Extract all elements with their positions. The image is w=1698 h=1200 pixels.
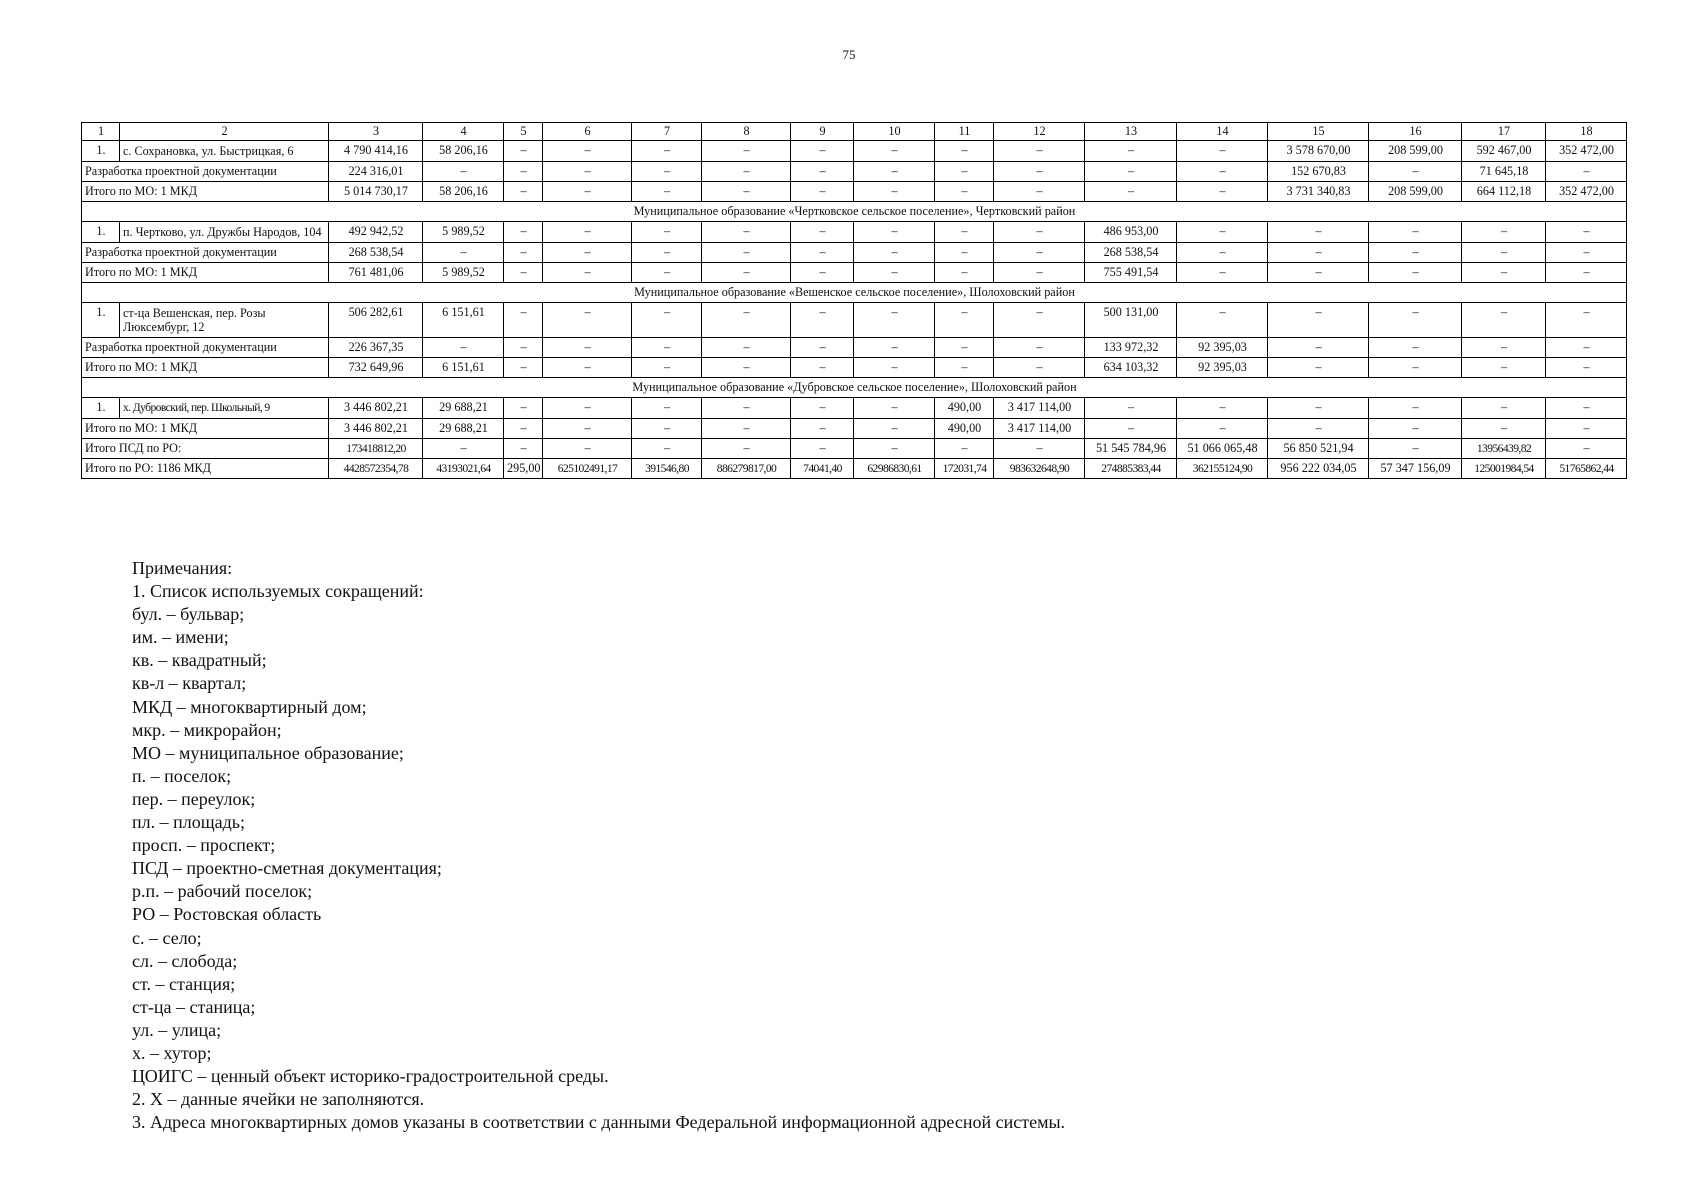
row-label: Итого по МО: 1 МКД — [82, 263, 329, 283]
value-cell: – — [935, 222, 994, 243]
value-cell: – — [791, 303, 854, 338]
note-line: пл. – площадь; — [132, 812, 245, 833]
address-cell: ст-ца Вешенская, пер. Розы Люксембург, 12 — [120, 303, 329, 338]
value-cell: – — [702, 419, 791, 439]
value-cell: – — [1177, 162, 1268, 182]
value-cell: – — [543, 338, 632, 358]
subtotal-row — [82, 419, 1627, 439]
value-cell: 13956439,82 — [1462, 439, 1546, 459]
column-number: 2 — [120, 123, 329, 141]
value-cell: – — [543, 182, 632, 202]
value-cell: – — [1369, 419, 1462, 439]
value-cell: 268 538,54 — [1085, 243, 1177, 263]
table-row — [82, 303, 1627, 338]
note-line: х. – хутор; — [132, 1042, 212, 1063]
value-cell: – — [632, 162, 702, 182]
value-cell: 956 222 034,05 — [1268, 459, 1369, 479]
note-line: с. – село; — [132, 927, 202, 948]
value-cell: 173418812,20 — [329, 439, 423, 459]
column-number: 6 — [543, 123, 632, 141]
value-cell: – — [1369, 439, 1462, 459]
value-cell: 3 731 340,83 — [1268, 182, 1369, 202]
value-cell: – — [1085, 398, 1177, 419]
value-cell: – — [543, 439, 632, 459]
value-cell: 71 645,18 — [1462, 162, 1546, 182]
value-cell: 51765862,44 — [1546, 459, 1627, 479]
note-line: ст-ца – станица; — [132, 996, 256, 1017]
value-cell: – — [854, 398, 935, 419]
value-cell: – — [791, 182, 854, 202]
value-cell: 92 395,03 — [1177, 358, 1268, 378]
column-number: 15 — [1268, 123, 1369, 141]
value-cell: – — [702, 182, 791, 202]
value-cell: – — [1369, 263, 1462, 283]
value-cell: 983632648,90 — [994, 459, 1085, 479]
value-cell: – — [543, 243, 632, 263]
value-cell: 3 446 802,21 — [329, 398, 423, 419]
value-cell: – — [1462, 243, 1546, 263]
value-cell: 3 417 114,00 — [994, 419, 1085, 439]
value-cell: – — [1369, 338, 1462, 358]
page-number: 75 — [842, 47, 856, 62]
value-cell: – — [935, 263, 994, 283]
row-label: Разработка проектной документации — [82, 338, 329, 358]
column-number: 8 — [702, 123, 791, 141]
value-cell: – — [702, 338, 791, 358]
note-line: сл. – слобода; — [132, 950, 238, 971]
value-cell: 3 578 670,00 — [1268, 141, 1369, 162]
value-cell: – — [543, 141, 632, 162]
subtotal-row — [82, 439, 1627, 459]
value-cell: – — [1369, 243, 1462, 263]
value-cell: – — [1177, 263, 1268, 283]
value-cell: – — [854, 243, 935, 263]
value-cell: – — [702, 162, 791, 182]
value-cell: 57 347 156,09 — [1369, 459, 1462, 479]
value-cell: 3 446 802,21 — [329, 419, 423, 439]
section-title: Муниципальное образование «Чертковское сельское поселение», Чертковский район — [82, 202, 1627, 222]
column-number: 14 — [1177, 123, 1268, 141]
value-cell: – — [854, 182, 935, 202]
column-number: 13 — [1085, 123, 1177, 141]
value-cell: – — [632, 222, 702, 243]
value-cell: – — [1462, 419, 1546, 439]
value-cell: – — [1369, 303, 1462, 338]
value-cell: – — [543, 398, 632, 419]
row-number: 1. — [82, 222, 120, 243]
value-cell: 391546,80 — [632, 459, 702, 479]
value-cell: 172031,74 — [935, 459, 994, 479]
value-cell: 664 112,18 — [1462, 182, 1546, 202]
table-row — [82, 141, 1627, 162]
value-cell: 92 395,03 — [1177, 338, 1268, 358]
value-cell: 152 670,83 — [1268, 162, 1369, 182]
value-cell: – — [632, 358, 702, 378]
value-cell: – — [935, 182, 994, 202]
value-cell: – — [1546, 243, 1627, 263]
note-line: п. – поселок; — [132, 765, 232, 786]
subtotal-row — [82, 338, 1627, 358]
value-cell: 208 599,00 — [1369, 182, 1462, 202]
value-cell: 208 599,00 — [1369, 141, 1462, 162]
value-cell: – — [1177, 398, 1268, 419]
note-line: МКД – многоквартирный дом; — [132, 696, 367, 717]
subtotal-row — [82, 459, 1627, 479]
value-cell: – — [1546, 439, 1627, 459]
value-cell: – — [632, 182, 702, 202]
value-cell: – — [1268, 419, 1369, 439]
value-cell: 74041,40 — [791, 459, 854, 479]
table-row — [82, 222, 1627, 243]
row-label: Разработка проектной документации — [82, 243, 329, 263]
value-cell: – — [994, 243, 1085, 263]
value-cell: – — [423, 162, 504, 182]
subtotal-row — [82, 243, 1627, 263]
value-cell: 51 066 065,48 — [1177, 439, 1268, 459]
value-cell: – — [423, 338, 504, 358]
value-cell: – — [791, 222, 854, 243]
value-cell: – — [791, 141, 854, 162]
value-cell: – — [543, 303, 632, 338]
value-cell: – — [504, 419, 543, 439]
value-cell: – — [994, 182, 1085, 202]
value-cell: 62986830,61 — [854, 459, 935, 479]
section-header-row — [82, 202, 1627, 222]
note-line: бул. – бульвар; — [132, 604, 245, 625]
value-cell: 125001984,54 — [1462, 459, 1546, 479]
row-label: Итого по МО: 1 МКД — [82, 419, 329, 439]
value-cell: – — [935, 439, 994, 459]
value-cell: 58 206,16 — [423, 141, 504, 162]
value-cell: – — [632, 243, 702, 263]
value-cell: 492 942,52 — [329, 222, 423, 243]
value-cell: – — [854, 162, 935, 182]
value-cell: – — [1462, 263, 1546, 283]
value-cell: 274885383,44 — [1085, 459, 1177, 479]
value-cell: – — [791, 358, 854, 378]
column-number: 1 — [82, 123, 120, 141]
value-cell: 886279817,00 — [702, 459, 791, 479]
value-cell: – — [791, 263, 854, 283]
value-cell: – — [935, 358, 994, 378]
value-cell: – — [935, 338, 994, 358]
value-cell: – — [1462, 222, 1546, 243]
value-cell: – — [1546, 303, 1627, 338]
value-cell: 761 481,06 — [329, 263, 423, 283]
column-number: 5 — [504, 123, 543, 141]
row-label: Итого по РО: 1186 МКД — [82, 459, 329, 479]
note-line: ЦОИГС – ценный объект историко-градостроительной среды. — [132, 1066, 609, 1087]
value-cell: – — [994, 338, 1085, 358]
value-cell: – — [543, 222, 632, 243]
column-number: 18 — [1546, 123, 1627, 141]
value-cell: – — [702, 263, 791, 283]
address-cell: х. Дубровский, пер. Школьный, 9 — [120, 398, 329, 419]
data-table — [81, 122, 1627, 479]
value-cell: – — [1177, 303, 1268, 338]
column-number: 12 — [994, 123, 1085, 141]
value-cell: – — [1369, 398, 1462, 419]
column-number: 9 — [791, 123, 854, 141]
note-line: просп. – проспект; — [132, 835, 276, 856]
value-cell: 352 472,00 — [1546, 141, 1627, 162]
value-cell: – — [504, 182, 543, 202]
value-cell: 29 688,21 — [423, 419, 504, 439]
value-cell: – — [1085, 141, 1177, 162]
row-label: Итого по МО: 1 МКД — [82, 182, 329, 202]
address-cell: с. Сохрановка, ул. Быстрицкая, 6 — [120, 141, 329, 162]
value-cell: 500 131,00 — [1085, 303, 1177, 338]
value-cell: – — [791, 338, 854, 358]
value-cell: – — [702, 439, 791, 459]
value-cell: 43193021,64 — [423, 459, 504, 479]
note-line: им. – имени; — [132, 627, 229, 648]
value-cell: – — [632, 419, 702, 439]
value-cell: – — [543, 358, 632, 378]
value-cell: – — [702, 358, 791, 378]
value-cell: – — [791, 439, 854, 459]
note-line: мкр. – микрорайон; — [132, 719, 282, 740]
value-cell: – — [1085, 162, 1177, 182]
value-cell: 6 151,61 — [423, 358, 504, 378]
value-cell: – — [791, 398, 854, 419]
note-line: р.п. – рабочий поселок; — [132, 881, 313, 902]
value-cell: 4428572354,78 — [329, 459, 423, 479]
value-cell: – — [854, 263, 935, 283]
value-cell: 5 989,52 — [423, 222, 504, 243]
value-cell: – — [1268, 243, 1369, 263]
value-cell: – — [632, 303, 702, 338]
value-cell: – — [632, 338, 702, 358]
value-cell: – — [791, 419, 854, 439]
value-cell: 490,00 — [935, 398, 994, 419]
value-cell: – — [854, 338, 935, 358]
value-cell: – — [994, 162, 1085, 182]
value-cell: – — [1268, 398, 1369, 419]
value-cell: – — [632, 439, 702, 459]
value-cell: – — [1268, 303, 1369, 338]
value-cell: 58 206,16 — [423, 182, 504, 202]
value-cell: – — [1546, 338, 1627, 358]
value-cell: – — [854, 419, 935, 439]
value-cell: – — [1546, 358, 1627, 378]
note-line: пер. – переулок; — [132, 788, 256, 809]
value-cell: 3 417 114,00 — [994, 398, 1085, 419]
subtotal-row — [82, 162, 1627, 182]
value-cell: – — [504, 263, 543, 283]
column-number: 16 — [1369, 123, 1462, 141]
value-cell: 486 953,00 — [1085, 222, 1177, 243]
table-row — [82, 398, 1627, 419]
value-cell: 133 972,32 — [1085, 338, 1177, 358]
value-cell: – — [504, 398, 543, 419]
value-cell: – — [994, 263, 1085, 283]
value-cell: – — [854, 141, 935, 162]
column-number: 10 — [854, 123, 935, 141]
note-line: ул. – улица; — [132, 1019, 222, 1040]
value-cell: 592 467,00 — [1462, 141, 1546, 162]
value-cell: – — [1462, 303, 1546, 338]
row-number: 1. — [82, 398, 120, 419]
row-label: Итого ПСД по РО: — [82, 439, 329, 459]
value-cell: – — [543, 162, 632, 182]
section-title: Муниципальное образование «Вешенское сельское поселение», Шолоховский район — [82, 283, 1627, 303]
value-cell: – — [1268, 338, 1369, 358]
value-cell: 6 151,61 — [423, 303, 504, 338]
value-cell: – — [1369, 222, 1462, 243]
note-line: кв-л – квартал; — [132, 673, 247, 694]
value-cell: 295,00 — [504, 459, 543, 479]
value-cell: – — [423, 439, 504, 459]
value-cell: 506 282,61 — [329, 303, 423, 338]
column-number: 17 — [1462, 123, 1546, 141]
value-cell: – — [702, 303, 791, 338]
value-cell: 268 538,54 — [329, 243, 423, 263]
value-cell: – — [1177, 141, 1268, 162]
value-cell: – — [935, 243, 994, 263]
value-cell: 226 367,35 — [329, 338, 423, 358]
address-cell: п. Чертково, ул. Дружбы Народов, 104 — [120, 222, 329, 243]
subtotal-row — [82, 358, 1627, 378]
value-cell: – — [1462, 358, 1546, 378]
value-cell: – — [1177, 222, 1268, 243]
notes-section — [132, 557, 1432, 1134]
value-cell: – — [1268, 222, 1369, 243]
value-cell: – — [1085, 419, 1177, 439]
value-cell: – — [632, 263, 702, 283]
notes-heading: Примечания: — [132, 558, 233, 578]
value-cell: 29 688,21 — [423, 398, 504, 419]
value-cell: – — [1085, 182, 1177, 202]
value-cell: – — [702, 243, 791, 263]
value-cell: – — [854, 222, 935, 243]
value-cell: – — [632, 398, 702, 419]
value-cell: 755 491,54 — [1085, 263, 1177, 283]
value-cell: – — [935, 162, 994, 182]
column-number: 7 — [632, 123, 702, 141]
value-cell: – — [994, 358, 1085, 378]
value-cell: – — [1546, 398, 1627, 419]
value-cell: – — [1462, 398, 1546, 419]
value-cell: – — [543, 263, 632, 283]
value-cell: – — [854, 439, 935, 459]
value-cell: – — [791, 243, 854, 263]
row-number: 1. — [82, 141, 120, 162]
value-cell: – — [702, 222, 791, 243]
value-cell: – — [1546, 162, 1627, 182]
value-cell: – — [504, 338, 543, 358]
value-cell: 625102491,17 — [543, 459, 632, 479]
value-cell: – — [1177, 182, 1268, 202]
value-cell: – — [994, 303, 1085, 338]
column-number: 11 — [935, 123, 994, 141]
note-line: 3. Адреса многоквартирных домов указаны в соответствии с данными Федеральной информационной адресной системы. — [132, 1112, 1066, 1133]
column-number: 3 — [329, 123, 423, 141]
value-cell: 224 316,01 — [329, 162, 423, 182]
value-cell: 490,00 — [935, 419, 994, 439]
value-cell: – — [504, 141, 543, 162]
section-header-row — [82, 378, 1627, 398]
subtotal-row — [82, 263, 1627, 283]
note-line: 1. Список используемых сокращений: — [132, 581, 424, 602]
value-cell: – — [1546, 419, 1627, 439]
section-header-row — [82, 283, 1627, 303]
subtotal-row — [82, 182, 1627, 202]
row-label: Итого по МО: 1 МКД — [82, 358, 329, 378]
note-line: ст. – станция; — [132, 973, 236, 994]
value-cell: – — [1268, 263, 1369, 283]
value-cell: 4 790 414,16 — [329, 141, 423, 162]
value-cell: – — [935, 141, 994, 162]
note-line: кв. – квадратный; — [132, 650, 267, 671]
value-cell: – — [1546, 222, 1627, 243]
value-cell: 352 472,00 — [1546, 182, 1627, 202]
value-cell: – — [504, 358, 543, 378]
value-cell: – — [994, 439, 1085, 459]
value-cell: – — [1462, 338, 1546, 358]
value-cell: – — [702, 141, 791, 162]
value-cell: – — [854, 303, 935, 338]
note-line: ПСД – проектно-сметная документация; — [132, 858, 442, 879]
row-number: 1. — [82, 303, 120, 338]
value-cell: – — [994, 141, 1085, 162]
note-line: МО – муниципальное образование; — [132, 742, 404, 763]
section-title: Муниципальное образование «Дубровское сельское поселение», Шолоховский район — [82, 378, 1627, 398]
value-cell: – — [543, 419, 632, 439]
value-cell: – — [1369, 162, 1462, 182]
column-number-row — [82, 123, 1627, 141]
value-cell: – — [632, 141, 702, 162]
value-cell: – — [854, 358, 935, 378]
column-number: 4 — [423, 123, 504, 141]
value-cell: – — [1177, 419, 1268, 439]
value-cell: – — [504, 243, 543, 263]
value-cell: 5 014 730,17 — [329, 182, 423, 202]
value-cell: 732 649,96 — [329, 358, 423, 378]
value-cell: 56 850 521,94 — [1268, 439, 1369, 459]
value-cell: 634 103,32 — [1085, 358, 1177, 378]
value-cell: – — [1268, 358, 1369, 378]
note-line: РО – Ростовская область — [132, 904, 322, 925]
note-line: 2. Х – данные ячейки не заполняются. — [132, 1089, 425, 1110]
value-cell: – — [935, 303, 994, 338]
value-cell: – — [504, 303, 543, 338]
value-cell: – — [1177, 243, 1268, 263]
value-cell: – — [994, 222, 1085, 243]
row-label: Разработка проектной документации — [82, 162, 329, 182]
value-cell: – — [791, 162, 854, 182]
value-cell: – — [504, 162, 543, 182]
value-cell: – — [423, 243, 504, 263]
value-cell: 51 545 784,96 — [1085, 439, 1177, 459]
value-cell: – — [504, 439, 543, 459]
value-cell: 362155124,90 — [1177, 459, 1268, 479]
value-cell: – — [702, 398, 791, 419]
value-cell: – — [1546, 263, 1627, 283]
value-cell: – — [504, 222, 543, 243]
value-cell: 5 989,52 — [423, 263, 504, 283]
value-cell: – — [1369, 358, 1462, 378]
